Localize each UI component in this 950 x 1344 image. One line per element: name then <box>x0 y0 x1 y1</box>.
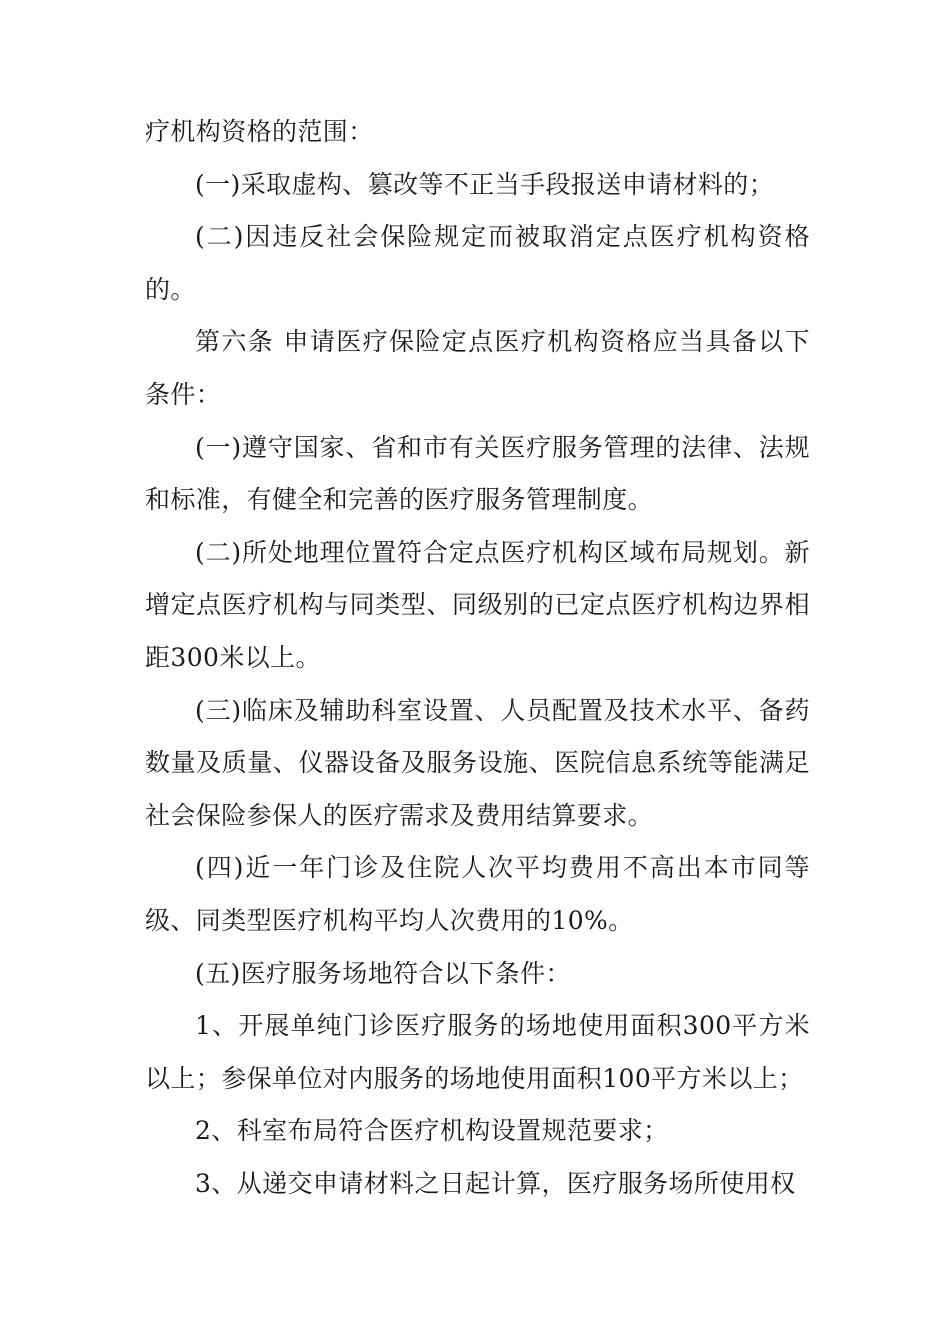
paragraph-sub-item-3: 3、从递交申请材料之日起计算，医疗服务场所使用权 <box>195 1168 796 1198</box>
paragraph-condition-4: (四)近一年门诊及住院人次平均费用不高出本市同等级、同类型医疗机构平均人次费用的10%。 <box>145 853 810 935</box>
paragraph-condition-2: (二)所处地理位置符合定点医疗机构区域布局规划。新增定点医疗机构与同类型、同级别的已定点医疗机构边界相距300米以上。 <box>145 537 810 672</box>
paragraph-sub-item-1: 1、开展单纯门诊医疗服务的场地使用面积300平方米以上；参保单位对内服务的场地使用面积100平方米以上； <box>145 1011 810 1093</box>
document-body <box>145 106 810 1210</box>
paragraph-condition-5: (五)医疗服务场地符合以下条件： <box>195 958 571 988</box>
paragraph-sub-item-2: 2、科室布局符合医疗机构设置规范要求； <box>195 1116 669 1146</box>
paragraph-item-1-falsification: (一)采取虚构、篡改等不正当手段报送申请材料的； <box>195 169 775 199</box>
paragraph-condition-3: (三)临床及辅助科室设置、人员配置及技术水平、备药数量及质量、仪器设备及服务设施、医院信息系统等能满足社会保险参保人的医疗需求及费用结算要求。 <box>145 695 810 830</box>
paragraph-article-6: 第六条 申请医疗保险定点医疗机构资格应当具备以下条件： <box>145 327 810 409</box>
paragraph-scope-continuation: 疗机构资格的范围： <box>145 117 374 146</box>
paragraph-condition-1: (一)遵守国家、省和市有关医疗服务管理的法律、法规和标准，有健全和完善的医疗服务管理制度。 <box>145 432 810 515</box>
paragraph-item-2-revoked: (二)因违反社会保险规定而被取消定点医疗机构资格的。 <box>145 222 810 304</box>
